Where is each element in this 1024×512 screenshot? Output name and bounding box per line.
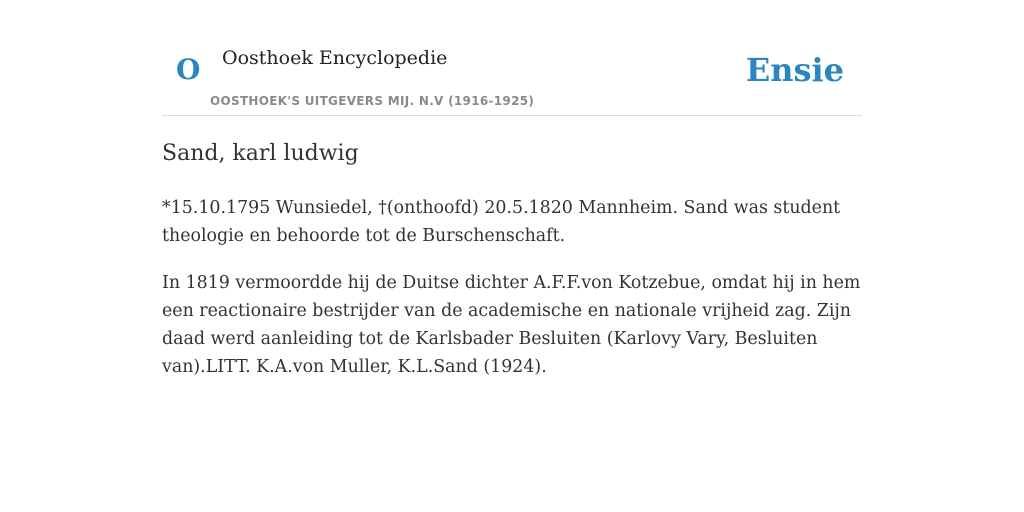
article-title: Sand, karl ludwig [162, 141, 359, 166]
site-logo[interactable]: O [176, 53, 201, 86]
article [162, 138, 862, 381]
article-paragraph: In 1819 vermoordde hij de Duitse dichter A.F.F.von Kotzebue, omdat hij in hem een reactionaire bestrijder van de academische en nationale vrijheid zag. Zijn daad werd aanleiding tot de Karlsbader Besluiten (Karlovy Vary, Besluiten van).LITT. K.A.von Muller, K.L.Sand (1924). [162, 273, 861, 377]
publisher-subtitle: OOSTHOEK'S UITGEVERS MIJ. N.V (1916-1925) [210, 94, 535, 108]
brand-logo[interactable]: Ensie [745, 51, 844, 89]
site-title[interactable]: Oosthoek Encyclopedie [222, 47, 448, 69]
site-header [162, 40, 862, 116]
article-paragraph: *15.10.1795 Wunsiedel, †(onthoofd) 20.5.1820 Mannheim. Sand was student theologie en behoorde tot de Burschenschaft. [162, 198, 841, 246]
